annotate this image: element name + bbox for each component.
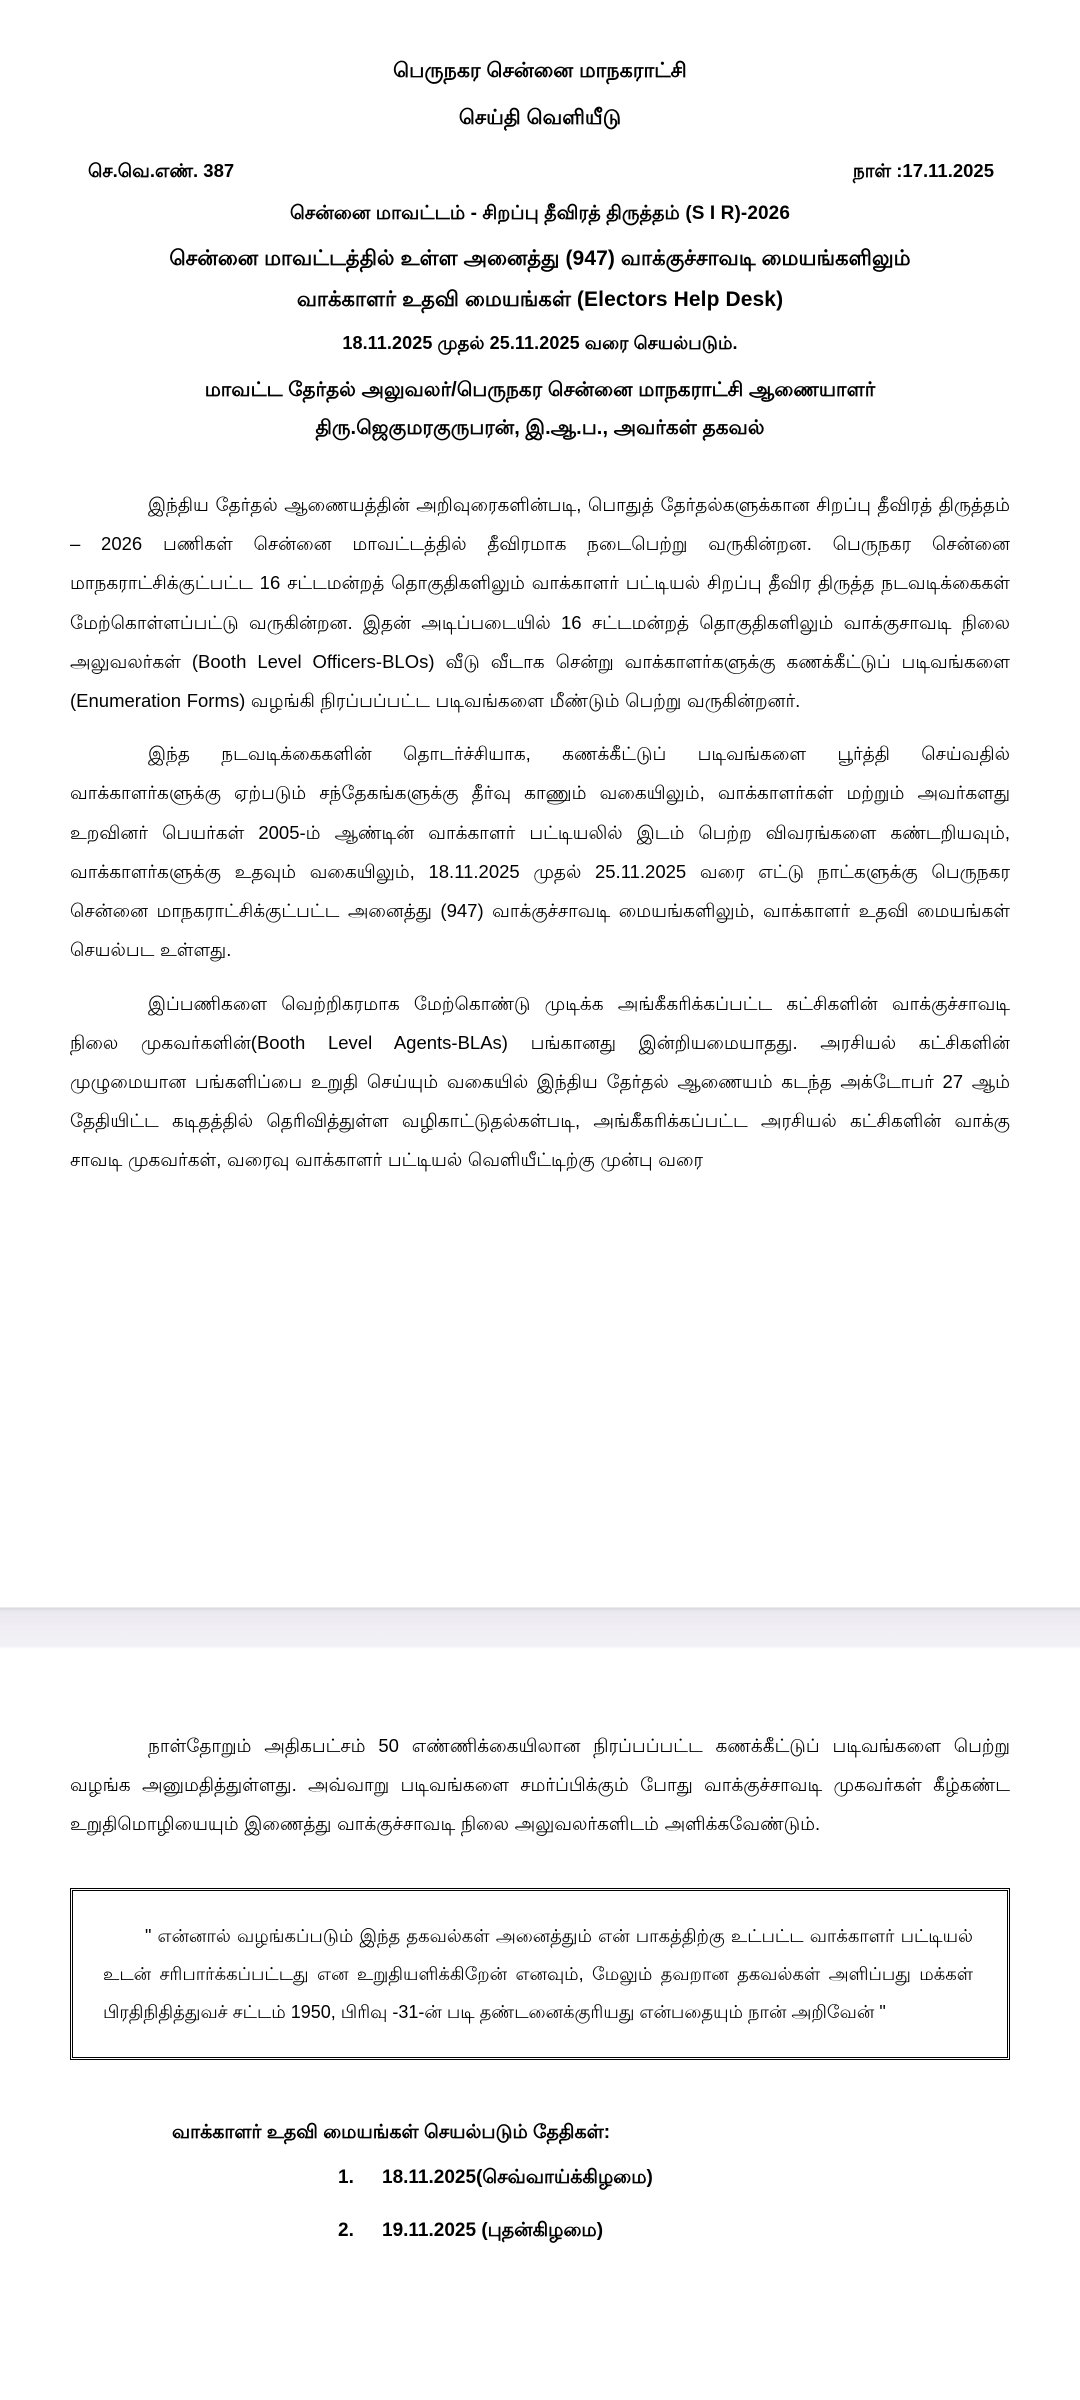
list-item: 18.11.2025(செவ்வாய்க்கிழமை)	[382, 2167, 653, 2189]
declaration-text: " என்னால் வழங்கப்படும் இந்த தகவல்கள் அனைத்தும் என் பாகத்திற்கு உட்பட்ட வாக்காளர் பட்டியல் உடன் சரிபார்க்கப்பட்டது என உறுதியளிக்கிறேன் எனவும், மேலும் தவறான தகவல்கள் அளிப்பது மக்கள் பிரதிநிதித்துவச் சட்டம் 1950, பிரிவு -31-ன் படி தண்டனைக்குரியது என்பதையும் நான் அறிவேன் "	[103, 1925, 973, 2022]
page-1-body	[70, 485, 1010, 1180]
declaration-box	[70, 1888, 1010, 2060]
reference-date-row	[70, 160, 1010, 184]
release-title: செய்தி வெளியீடு	[458, 105, 622, 129]
paragraph: நாள்தோறும் அதிகபட்சம் 50 எண்ணிக்கையிலான நிரப்பப்பட்ட கணக்கீட்டுப் படிவங்களை பெற்று வழங்க அனுமதித்துள்ளது. அவ்வாறு படிவங்களை சமர்ப்பிக்கும் போது வாக்குச்சாவடி முகவர்கள் கீழ்கண்ட உறுதிமொழியையும் இணைத்து வாக்குச்சாவடி நிலை அலுவலர்களிடம் அளிக்கவேண்டும்.	[70, 1735, 1010, 1835]
paragraph: இந்த நடவடிக்கைகளின் தொடர்ச்சியாக, கணக்கீட்டுப் படிவங்களை பூர்த்தி செய்வதில் வாக்காளர்களுக்கு ஏற்படும் சந்தேகங்களுக்கு தீர்வு காணும் வகையிலும், வாக்காளர்கள் மற்றும் அவர்களது உறவினர் பெயர்கள் 2005-ம் ஆண்டின் வாக்காளர் பட்டியலில் இடம் பெற்ற விவரங்களை கண்டறியவும், வாக்காளர்களுக்கு உதவும் வகையிலும், 18.11.2025 முதல் 25.11.2025 வரை எட்டு நாட்களுக்கு பெருநகர சென்னை மாநகராட்சிக்குட்பட்ட அனைத்து (947) வாக்குச்சாவடி மையங்களிலும், வாக்காளர் உதவி மையங்கள் செயல்பட உள்ளது.	[70, 743, 1010, 961]
headline-line-2: வாக்காளர் உதவி மையங்கள் (Electors Help Desk)	[296, 288, 784, 312]
headline-line-1: சென்னை மாவட்டத்தில் உள்ள அனைத்து (947) வாக்குச்சாவடி மையங்களிலும்	[169, 247, 911, 270]
list-item: 19.11.2025 (புதன்கிழமை)	[382, 2220, 604, 2242]
operating-dates-list	[70, 2168, 1010, 2240]
district-sir-line: சென்னை மாவட்டம் - சிறப்பு தீவிரத் திருத்தம் (S I R)-2026	[289, 202, 791, 224]
paragraph: இப்பணிகளை வெற்றிகரமாக மேற்கொண்டு முடிக்க அங்கீகரிக்கப்பட்ட கட்சிகளின் வாக்குச்சாவடி நிலை முகவர்களின்(Booth Level Agents-BLAs) பங்கானது இன்றியமையாதது. அரசியல் கட்சிகளின் முழுமையான பங்களிப்பை உறுதி செய்யும் வகையில் இந்திய தேர்தல் ஆணையம் கடந்த அக்டோபர் 27 ஆம் தேதியிட்ட கடிதத்தில் தெரிவித்துள்ள வழிகாட்டுதல்கள்படி, அங்கீகரிக்கப்பட்ட அரசியல் கட்சிகளின் வாக்கு சாவடி முகவர்கள், வரைவு வாக்காளர் பட்டியல் வெளியீட்டிற்கு முன்பு வரை	[70, 992, 1010, 1171]
officer-name-line: திரு.ஜெகுமரகுருபரன், இ.ஆ.ப., அவர்கள் தகவல்	[315, 416, 765, 439]
document-page-2	[0, 1652, 1080, 2314]
officer-designation-line: மாவட்ட தேர்தல் அலுவலர்/பெருநகர சென்னை மாநகராட்சி ஆணையாளர்	[204, 378, 876, 401]
corporation-title: பெருநகர சென்னை மாநகராட்சி	[393, 59, 687, 82]
page-break-separator	[0, 1596, 1080, 1652]
paragraph: இந்திய தேர்தல் ஆணையத்தின் அறிவுரைகளின்படி, பொதுத் தேர்தல்களுக்கான சிறப்பு தீவிரத் திருத்தம் – 2026 பணிகள் சென்னை மாவட்டத்தில் தீவிரமாக நடைபெற்று வருகின்றன. பெருநகர சென்னை மாநகராட்சிக்குட்பட்ட 16 சட்டமன்றத் தொகுதிகளிலும் வாக்காளர் பட்டியல் சிறப்பு தீவிர திருத்த நடவடிக்கைகள் மேற்கொள்ளப்பட்டு வருகின்றன. இதன் அடிப்படையில் 16 சட்டமன்றத் தொகுதிகளிலும் வாக்குசாவடி நிலை அலுவலர்கள் (Booth Level Officers-BLOs) வீடு வீடாக சென்று வாக்காளர்களுக்கு கணக்கீட்டுப் படிவங்களை (Enumeration Forms) வழங்கி நிரப்பப்பட்ட படிவங்களை மீண்டும் பெற்று வருகின்றனர்.	[70, 493, 1010, 712]
release-date: நாள் :17.11.2025	[852, 159, 994, 181]
headline-operating-dates: 18.11.2025 முதல் 25.11.2025 வரை செயல்படும்.	[342, 332, 738, 353]
dates-heading: வாக்காளர் உதவி மையங்கள் செயல்படும் தேதிகள்:	[172, 2122, 611, 2144]
reference-number: செ.வெ.எண். 387	[88, 159, 235, 181]
